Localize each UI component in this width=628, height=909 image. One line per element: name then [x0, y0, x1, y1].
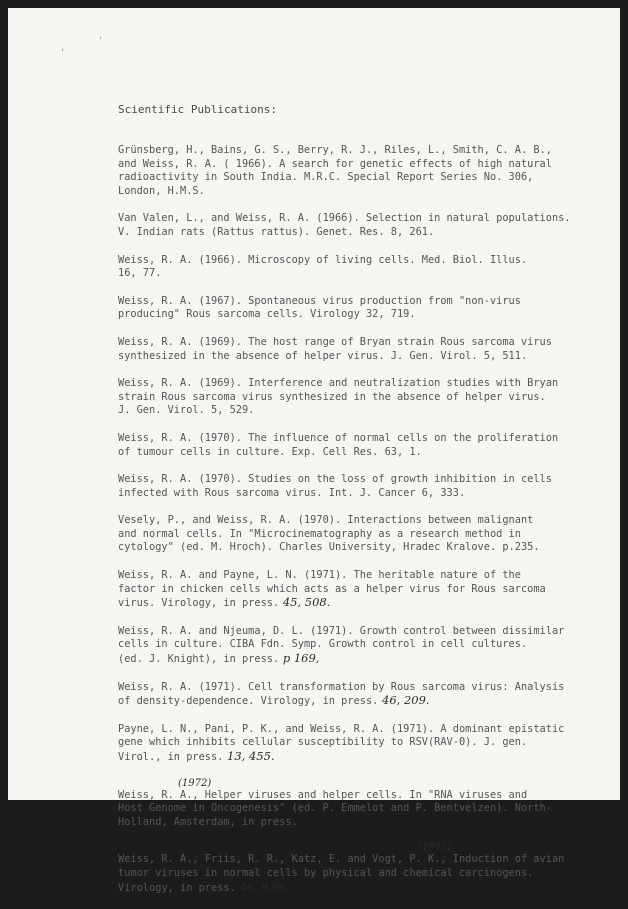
reference-entry [118, 295, 578, 322]
margin-mark: ' [98, 36, 104, 46]
section-heading: Scientific Publications: [118, 103, 277, 116]
reference-line: of density-dependence. Virology, in press. 46, 209. [118, 693, 430, 708]
reference-entry [118, 212, 578, 239]
reference-line: Van Valen, L., and Weiss, R. A. (1966). Selection in natural populations. [118, 212, 571, 225]
handwritten-annotation: 13, 455. [223, 749, 275, 763]
reference-line: Virol., in press. 13, 455. [118, 749, 275, 763]
reference-line: Weiss, R. A. (1971). Cell transformation by Rous sarcoma virus: Analysis [118, 680, 565, 693]
reference-entry [118, 779, 578, 830]
reference-line: Weiss, R. A. (1967). Spontaneous virus production from "non-virus [118, 294, 521, 307]
reference-entry [118, 569, 578, 611]
reference-line: strain Rous sarcoma virus synthesized in the absence of helper virus. [118, 390, 546, 403]
reference-entry [118, 377, 578, 418]
reference-line: virus. Virology, in press. 45, 508. [118, 595, 331, 610]
reference-line: Weiss, R. A. and Njeuma, D. L. (1971). Growth control between dissimilar [118, 624, 565, 637]
reference-line: Vesely, P., and Weiss, R. A. (1970). Interactions between malignant [118, 514, 534, 527]
reference-line: Grünsberg, H., Bains, G. S., Berry, R. J., Riles, L., Smith, C. A. B., [118, 144, 552, 156]
handwritten-annotation: p 169, [279, 651, 320, 666]
reference-line: infected with Rous sarcoma virus. Int. J. Cancer 6, 333. [118, 486, 466, 499]
reference-line: tumor viruses in normal cells by physical and chemical carcinogens. [118, 866, 534, 879]
reference-entry [118, 473, 578, 500]
handwritten-year-note: (1971) [418, 842, 452, 854]
reference-line: Virology, in press. 46, 920. [118, 879, 288, 894]
reference-line: producing" Rous sarcoma cells. Virology 32, 719. [118, 308, 416, 321]
reference-entry [118, 843, 578, 895]
reference-line: and Weiss, R. A. ( 1966). A search for genetic effects of high natural [118, 157, 552, 170]
reference-line: Weiss, R. A. (1966). Microscopy of living cells. Med. Biol. Illus. [118, 253, 528, 266]
reference-line: Weiss, R. A. (1969). The host range of Bryan strain Rous sarcoma virus [118, 335, 552, 348]
handwritten-annotation: 46, 920. [235, 879, 288, 894]
reference-line: and normal cells. In "Microcinematography as a research method in [118, 527, 521, 540]
reference-entry [118, 254, 578, 281]
reference-line: radioactivity in South India. M.R.C. Special Report Series No. 306, [118, 171, 534, 184]
reference-entry [118, 514, 578, 555]
handwritten-year-note: (1972) [178, 777, 212, 789]
reference-line: Host Genome in Oncogenesis" (ed. P. Emmelot and P. Bentvelzen). North- [118, 802, 552, 815]
reference-entry [118, 681, 578, 709]
reference-line: V. Indian rats (Rattus rattus). Genet. Res. 8, 261. [118, 225, 435, 238]
reference-entry [118, 625, 578, 667]
reference-entry [118, 432, 578, 459]
reference-line: Weiss, R. A., Friis, R. R., Katz, E. and Vogt, P. K., Induction of avian [118, 853, 565, 866]
reference-line: Weiss, R. A. and Payne, L. N. (1971). The heritable nature of the [118, 569, 521, 582]
document-page [8, 8, 620, 894]
reference-line: (ed. J. Knight), in press. p 169, [118, 651, 320, 666]
reference-line: Holland, Amsterdam, in press. [118, 815, 298, 828]
margin-mark: ' [60, 48, 66, 58]
reference-line: factor in chicken cells which acts as a helper virus for Rous sarcoma [118, 582, 546, 595]
reference-entry [118, 336, 578, 363]
reference-list [118, 144, 578, 909]
reference-line: of tumour cells in culture. Exp. Cell Res. 63, 1. [118, 445, 422, 458]
reference-line: J. Gen. Virol. 5, 529. [118, 404, 255, 417]
reference-line: 16, 77. [118, 267, 162, 280]
reference-entry [118, 723, 578, 765]
handwritten-annotation: 45, 508. [279, 595, 331, 610]
reference-line: Weiss, R. A. (1970). Studies on the loss of growth inhibition in cells [118, 473, 552, 486]
reference-line: Weiss, R. A., Helper viruses and helper cells. In "RNA viruses and [118, 788, 528, 801]
reference-line: Weiss, R. A. (1969). Interference and neutralization studies with Bryan [118, 377, 559, 390]
reference-line: Weiss, R. A. (1970). The influence of normal cells on the proliferation [118, 431, 559, 444]
reference-line: synthesized in the absence of helper virus. J. Gen. Virol. 5, 511. [118, 349, 528, 362]
reference-line: gene which inhibits cellular susceptibility to RSV(RAV-0). J. gen. [118, 736, 528, 749]
reference-line: London, H.M.S. [118, 184, 205, 197]
reference-line: cells in culture. CIBA Fdn. Symp. Growth control in cell cultures. [118, 638, 528, 651]
handwritten-annotation: 46, 209. [378, 693, 430, 708]
reference-entry [118, 144, 578, 198]
reference-line: cytology" (ed. M. Hroch). Charles University, Hradec Kralove. p.235. [118, 541, 540, 554]
reference-line: Payne, L. N., Pani, P. K., and Weiss, R. A. (1971). A dominant epistatic [118, 722, 565, 735]
